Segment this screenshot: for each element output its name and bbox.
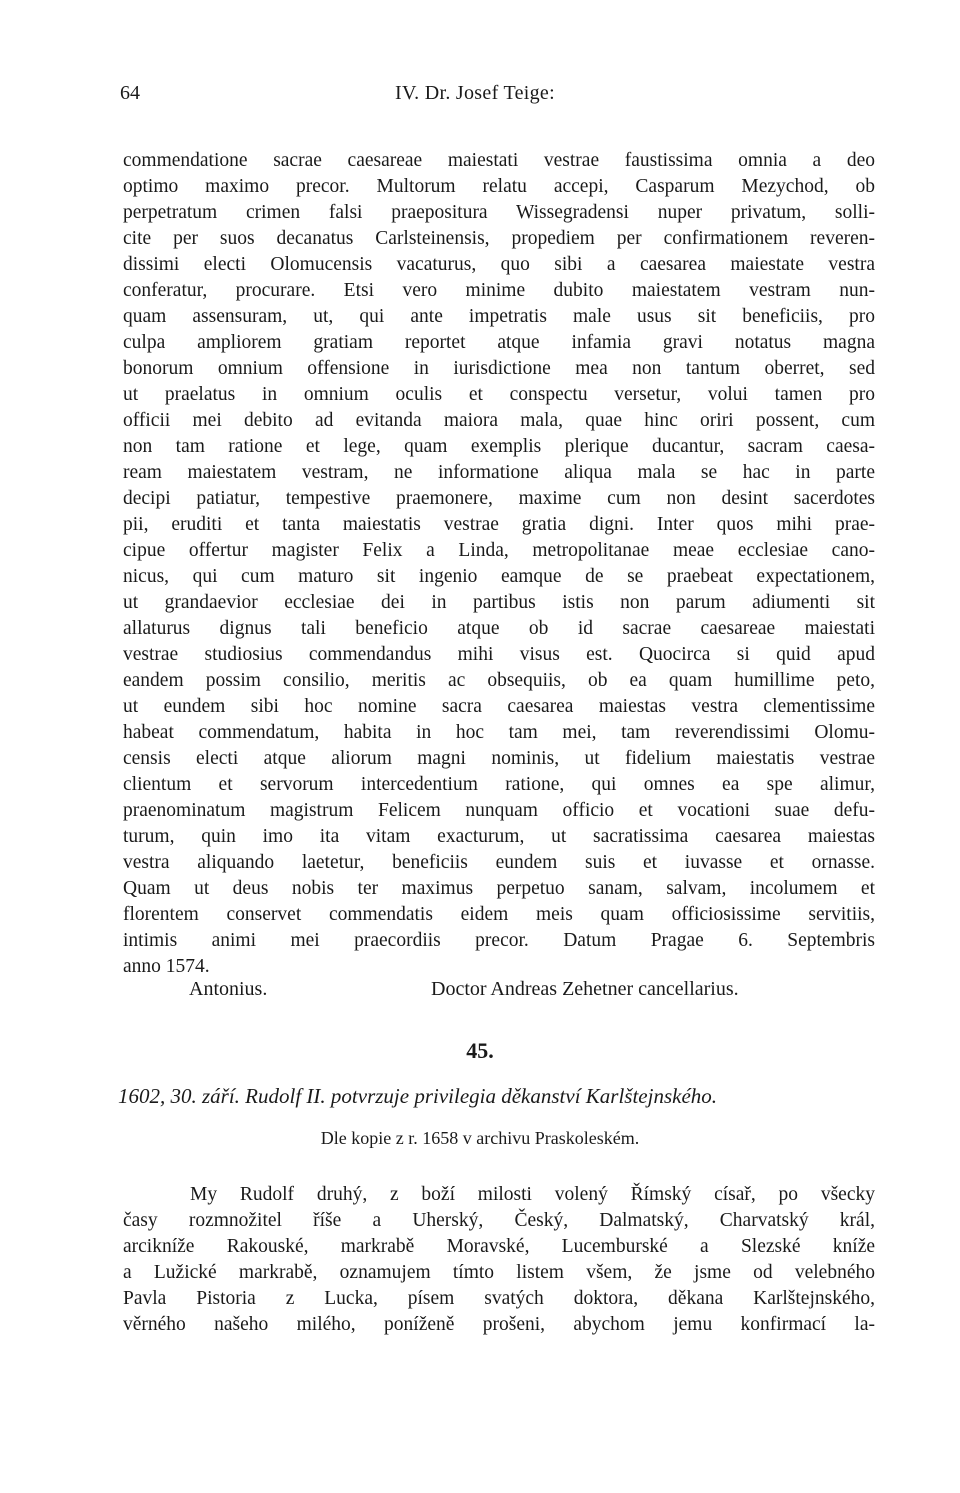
document-number: 45. (466, 1038, 494, 1063)
text-line: vestrae studiosius commendandus mihi visus est. Quocirca si quid apud (123, 644, 875, 665)
text-line: habeat commendatum, habita in hoc tam mei, tam reverendissimi Olomu- (123, 722, 875, 743)
text-line: perpetratum crimen falsi praepositura Wissegradensi nuper privatum, solli- (123, 202, 875, 223)
text-line: commendatione sacrae caesareae maiestati vestrae faustissima omnia a deo (123, 150, 875, 171)
text-line: arcikníže Rakouské, markrabě Moravské, Lucemburské a Slezské kníže (123, 1236, 875, 1257)
chapter-title: IV. Dr. Josef Teige: (395, 82, 555, 104)
text-line: My Rudolf druhý, z boží milosti volený Římský císař, po všecky (190, 1184, 875, 1205)
text-line: censis electi atque aliorum magni nominis, ut fidelium maiestatis vestrae (123, 748, 875, 769)
document-heading: 1602, 30. září. Rudolf II. potvrzuje privilegia děkanství Karlštejnského. (118, 1084, 718, 1108)
text-line: intimis animi mei praecordiis precor. Datum Pragae 6. Septembris (123, 930, 875, 951)
text-line: decipi patiatur, tempestive praemonere, maxime cum non desint sacerdotes (123, 488, 875, 509)
text-line: dissimi electi Olomucensis vacaturus, quo sibi a caesarea maiestate vestra (123, 254, 875, 275)
text-line: officii mei debito ad evitanda maiora mala, quae hinc oriri possent, cum (123, 410, 875, 431)
text-line: praenominatum magistrum Felicem nunquam officio et vocationi suae defu- (123, 800, 875, 821)
text-line: florentem conservet commendatis eidem meis quam officiosissime servitiis, (123, 904, 875, 925)
text-line: eandem possim consilio, meritis ac obsequiis, ob ea quam humillime peto, (123, 670, 875, 691)
text-line: anno 1574. (123, 956, 210, 977)
text-line: bonorum omnium offensione in iurisdictione mea non tantum oberret, sed (123, 358, 875, 379)
text-line: cite per suos decanatus Carlsteinensis, propediem per confirmationem reveren- (123, 228, 875, 249)
text-line: ream maiestatem vestram, ne informatione aliqua mala se hac in parte (123, 462, 875, 483)
text-line: pii, eruditi et tanta maiestatis vestrae gratia digni. Inter quos mihi prae- (123, 514, 875, 535)
document-source-note: Dle kopie z r. 1658 v archivu Praskoleském. (320, 1128, 640, 1148)
text-line: culpa ampliorem gratiam reportet atque infamia gravi notatus magna (123, 332, 875, 353)
page-number: 64 (120, 82, 140, 104)
text-line: conferatur, procurare. Etsi vero minime dubito maiestatem vestram nun- (123, 280, 875, 301)
text-line: optimo maximo precor. Multorum relatu accepi, Casparum Mezychod, ob (123, 176, 875, 197)
text-line: clientum et servorum intercedentium ratione, qui omnes ea spe alimur, (123, 774, 875, 795)
text-line: ut grandaevior ecclesiae dei in partibus istis non parum adiumenti sit (123, 592, 875, 613)
text-line: ut praelatus in omnium oculis et conspectu versetur, volui tamen pro (123, 384, 875, 405)
text-line: allaturus dignus tali beneficio atque ob id sacrae caesareae maiestati (123, 618, 875, 639)
text-line: věrného našeho milého, poníženě prošeni, abychom jemu konfirmací la- (123, 1314, 875, 1335)
running-head (120, 82, 880, 112)
signature-antonius: Antonius. (189, 978, 268, 1000)
text-line: časy rozmnožitel říše a Uherský, Český, Dalmatský, Charvatský král, (123, 1210, 875, 1231)
text-line: ut eundem sibi hoc nomine sacra caesarea maiestas vestra clementissime (123, 696, 875, 717)
text-line: Pavla Pistoria z Lucka, písem svatých doktora, děkana Karlštejnského, (123, 1288, 875, 1309)
text-line: a Lužické markrabě, oznamujem tímto listem všem, že jsme od velebného (123, 1262, 875, 1283)
text-line: Quam ut deus nobis ter maximus perpetuo sanam, salvam, incolumem et (123, 878, 875, 899)
text-line: turum, quin imo ita vitam exacturum, ut sacratissima caesarea maiestas (123, 826, 875, 847)
signature-zehetner: Doctor Andreas Zehetner cancellarius. (431, 978, 739, 1000)
text-line: non tam ratione et lege, quam exemplis plerique ducantur, sacram caesa- (123, 436, 875, 457)
text-line: vestra aliquando laetetur, beneficiis eundem suis et iuvasse et ornasse. (123, 852, 875, 873)
text-line: cipue offertur magister Felix a Linda, metropolitanae meae ecclesiae cano- (123, 540, 875, 561)
text-line: quam assensuram, ut, qui ante impetratis male usus sit beneficiis, pro (123, 306, 875, 327)
text-line: nicus, qui cum maturo sit ingenio eamque de se praebeat expectationem, (123, 566, 875, 587)
